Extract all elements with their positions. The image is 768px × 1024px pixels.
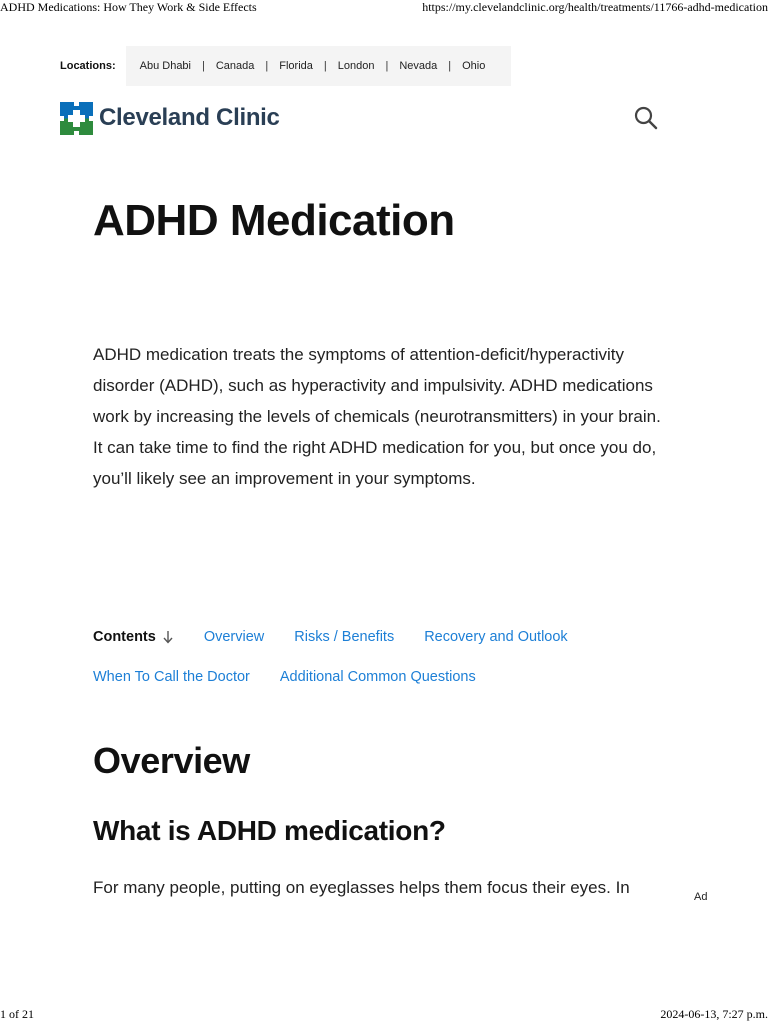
print-header — [0, 0, 768, 16]
table-of-contents — [93, 622, 693, 692]
subsection-heading-what-is: What is ADHD medication? — [93, 815, 446, 846]
contents-toggle[interactable] — [93, 629, 174, 645]
location-link-ohio[interactable]: Ohio — [462, 60, 486, 72]
location-link-nevada[interactable]: Nevada — [399, 60, 438, 72]
locations-label: Locations: — [60, 60, 116, 72]
partial-paragraph: For many people, putting on eyeglasses helps them focus their eyes. In — [93, 878, 630, 897]
location-separator: | — [265, 60, 269, 72]
location-link-florida[interactable]: Florida — [279, 60, 313, 72]
print-page-title: ADHD Medications: How They Work & Side Effects — [0, 0, 257, 14]
clipped-paragraph-container — [93, 872, 673, 897]
print-footer — [0, 1008, 768, 1024]
location-separator: | — [385, 60, 389, 72]
search-button[interactable] — [632, 104, 660, 132]
search-icon — [632, 104, 660, 132]
print-page-url: https://my.clevelandclinic.org/health/treatments/11766-adhd-medication — [422, 0, 768, 14]
print-page-number: 1 of 21 — [0, 1007, 34, 1021]
locations-bar — [56, 46, 504, 86]
location-link-canada[interactable]: Canada — [215, 60, 255, 72]
toc-link-overview[interactable]: Overview — [203, 629, 265, 645]
brand-logo-link[interactable] — [60, 100, 280, 136]
ad-label: Ad — [694, 891, 708, 903]
print-datetime: 2024-06-13, 7:27 p.m. — [660, 1007, 768, 1021]
brand-name: Cleveland Clinic — [99, 104, 280, 131]
location-separator: | — [202, 60, 205, 72]
location-link-london[interactable]: London — [337, 60, 375, 72]
toc-link-risks-benefits[interactable]: Risks / Benefits — [294, 629, 395, 645]
location-separator: | — [323, 60, 327, 72]
page-title: ADHD Medication — [93, 196, 455, 245]
locations-list — [126, 46, 512, 86]
location-separator: | — [448, 60, 452, 72]
intro-paragraph: ADHD medication treats the symptoms of attention-deficit/hyperactivity disorder (ADHD), such as hyperactivity and impulsivity. ADHD medications work by increasing the levels of chemicals (neurotransmitters) in your brain. It can take time to find the right ADHD medication for you, but once you do, you’ll likely see an improvement in your symptoms. — [93, 345, 661, 488]
section-heading-overview: Overview — [93, 740, 250, 781]
arrow-down-icon — [162, 630, 174, 644]
cleveland-clinic-logo-icon — [60, 102, 93, 135]
location-link-abu-dhabi[interactable]: Abu Dhabi — [139, 60, 191, 72]
contents-label: Contents — [93, 629, 156, 645]
toc-link-when-to-call-doctor[interactable]: When To Call the Doctor — [93, 669, 250, 685]
toc-link-recovery-outlook[interactable]: Recovery and Outlook — [424, 629, 568, 645]
toc-link-additional-questions[interactable]: Additional Common Questions — [279, 669, 476, 685]
